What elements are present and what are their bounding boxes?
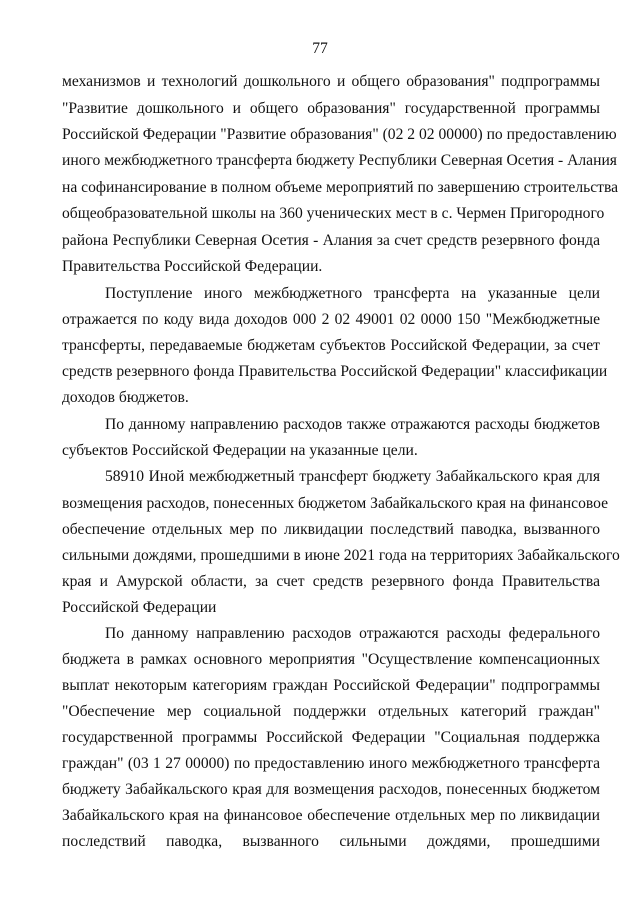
paragraph-first-line: 58910 Иной межбюджетный трансферт бюджету Забайкальского края для bbox=[105, 468, 600, 485]
text-line: выплат некоторым категориям граждан Российской Федерации" подпрограммы bbox=[62, 677, 600, 694]
text-line: сильными дождями, прошедшими в июне 2021 года на территориях Забайкальского bbox=[62, 547, 620, 564]
text-line: отражается по коду вида доходов 000 2 02 49001 02 0000 150 "Межбюджетные bbox=[62, 311, 600, 328]
paragraph-first-line: По данному направлению расходов также отражаются расходы бюджетов bbox=[105, 416, 600, 433]
text-line: Правительства Российской Федерации. bbox=[62, 258, 323, 275]
text-line: трансферты, передаваемые бюджетам субъектов Российской Федерации, за счет bbox=[62, 337, 600, 354]
text-line: района Республики Северная Осетия - Алания за счет средств резервного фонда bbox=[62, 232, 600, 249]
text-line: края и Амурской области, за счет средств резервного фонда Правительства bbox=[62, 573, 600, 590]
text-line: средств резервного фонда Правительства Российской Федерации" классификации bbox=[62, 363, 608, 380]
page-number: 77 bbox=[312, 40, 328, 57]
text-line: субъектов Российской Федерации на указанные цели. bbox=[62, 442, 418, 459]
paragraph-first-line: Поступление иного межбюджетного трансферта на указанные цели bbox=[105, 285, 600, 302]
text-line: Российской Федерации "Развитие образования" (02 2 02 00000) по предоставлению bbox=[62, 126, 617, 143]
text-line: иного межбюджетного трансферта бюджету Республики Северная Осетия - Алания bbox=[62, 152, 617, 169]
text-line: Забайкальского края на финансовое обеспечение отдельных мер по ликвидации bbox=[62, 807, 600, 824]
text-line: общеобразовательной школы на 360 ученических мест в с. Чермен Пригородного bbox=[62, 205, 605, 222]
text-line: последствий паводка, вызванного сильными дождями, прошедшими bbox=[62, 833, 600, 850]
text-line: государственной программы Российской Федерации "Социальная поддержка bbox=[62, 729, 600, 746]
paragraph-first-line: По данному направлению расходов отражаются расходы федерального bbox=[105, 625, 600, 642]
text-line: механизмов и технологий дошкольного и общего образования" подпрограммы bbox=[62, 73, 600, 90]
text-line: обеспечение отдельных мер по ликвидации последствий паводка, вызванного bbox=[62, 521, 600, 538]
text-line: возмещения расходов, понесенных бюджетом Забайкальского края на финансовое bbox=[62, 495, 609, 512]
text-line: "Обеспечение мер социальной поддержки отдельных категорий граждан" bbox=[62, 703, 600, 720]
text-line: на софинансирование в полном объеме мероприятий по завершению строительства bbox=[62, 179, 619, 196]
text-line: Российской Федерации bbox=[62, 599, 217, 616]
text-line: бюджету Забайкальского края для возмещения расходов, понесенных бюджетом bbox=[62, 781, 600, 798]
text-line: бюджета в рамках основного мероприятия "Осуществление компенсационных bbox=[62, 651, 600, 668]
text-line: доходов бюджетов. bbox=[62, 389, 189, 406]
text-line: "Развитие дошкольного и общего образования" государственной программы bbox=[62, 100, 600, 117]
text-line: граждан" (03 1 27 00000) по предоставлению иного межбюджетного трансферта bbox=[62, 755, 600, 772]
